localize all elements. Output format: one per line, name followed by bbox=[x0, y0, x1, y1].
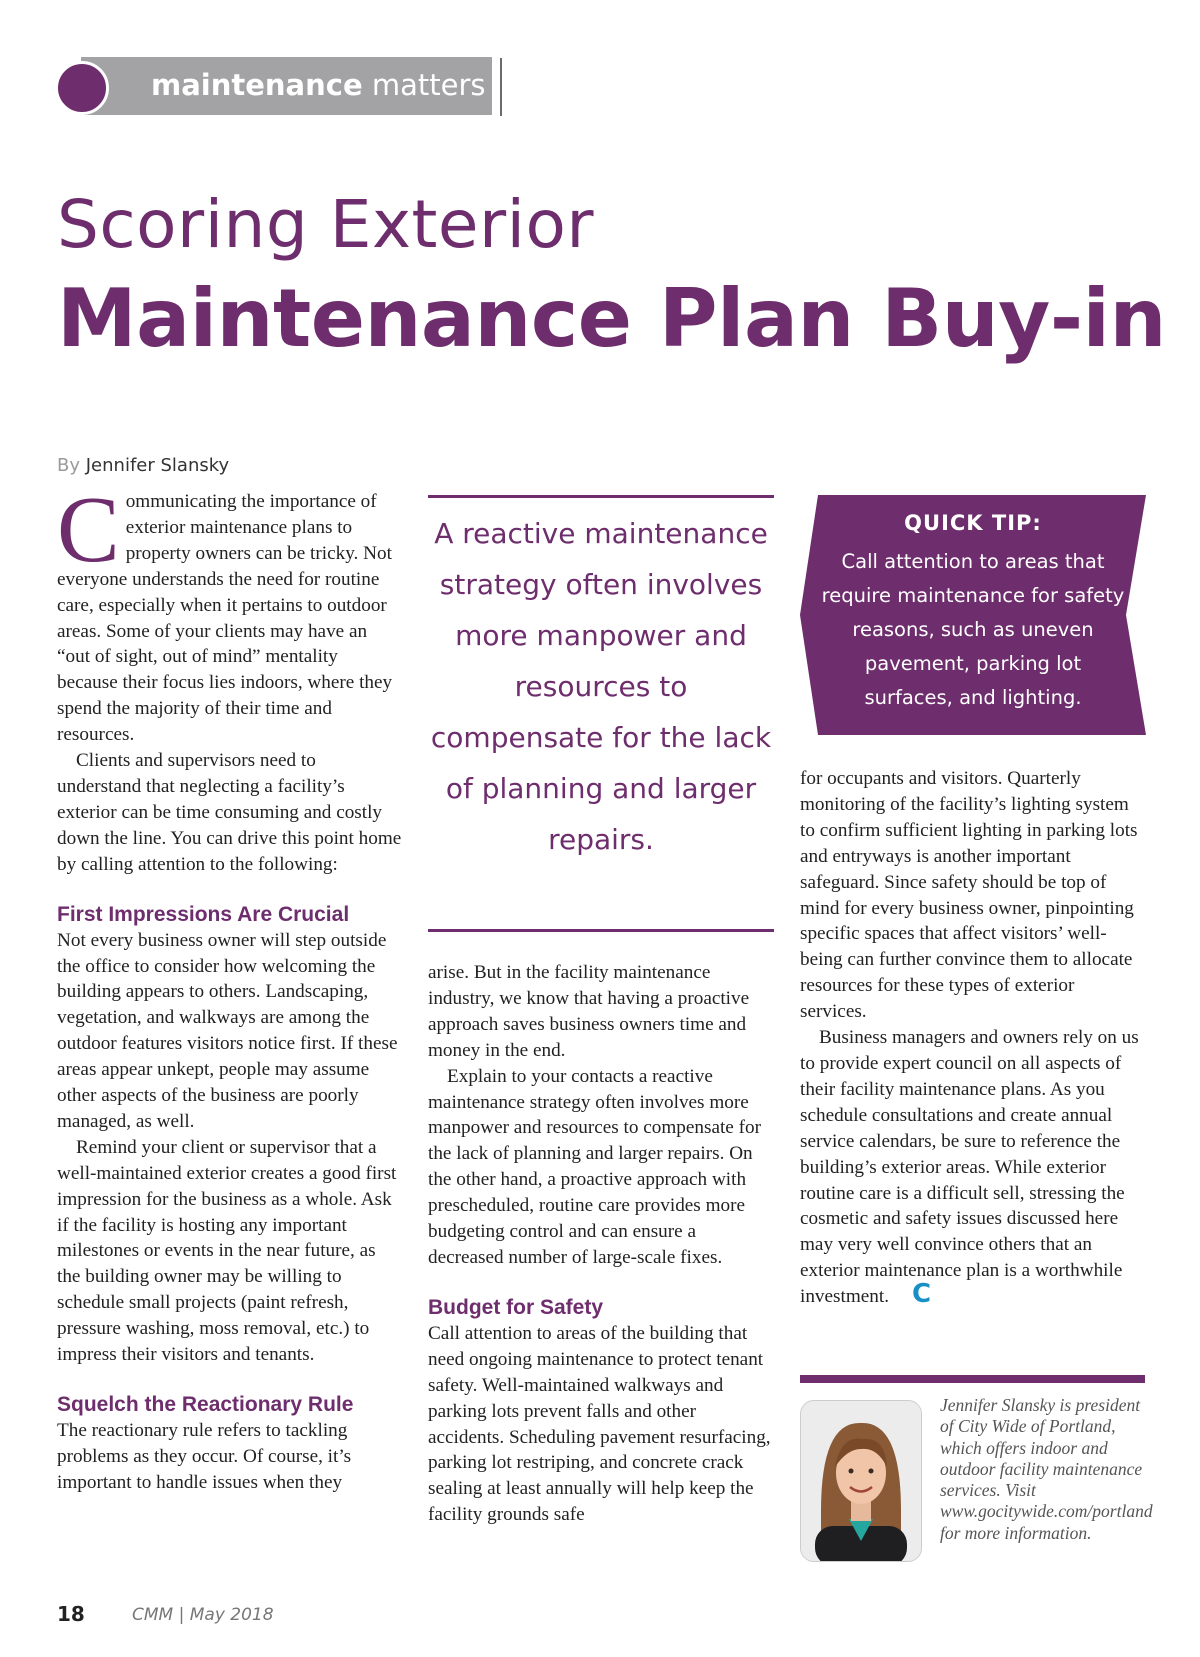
section-header-text bbox=[151, 68, 485, 102]
subheading-reactionary-rule: Squelch the Reactionary Rule bbox=[57, 1393, 354, 1416]
author-bio: Jennifer Slansky is president of City Wide of Portland, which offers indoor and outdoor facility maintenance services. Visit www.gocitywide.com/portland for more information. bbox=[940, 1395, 1153, 1543]
author-headshot-icon bbox=[800, 1400, 922, 1562]
paragraph: Explain to your contacts a reactive maintenance strategy often involves more manpower and resources to compensate for the lack of planning and larger repairs. On the other hand, a proactive approach with prescheduled, routine care provides more budgeting control and can ensure a decreased number of large-scale fixes. bbox=[428, 1065, 761, 1268]
paragraph: Not every business owner will step outside the office to consider how welcoming the building appears to others. Landscaping, vegetation, and walkways are among the outdoor features visitors notice first. If these areas appear unkept, people may assume other aspects of the business are poorly managed, as well. bbox=[57, 929, 398, 1132]
quick-tip-box bbox=[800, 495, 1146, 735]
subheading-first-impressions: First Impressions Are Crucial bbox=[57, 902, 350, 926]
paragraph-closing-text: Business managers and owners rely on us to provide expert council on all aspects of their facility maintenance plans. As you schedule consultations and create annual service calendars, be sure to reference the building’s exterior areas. While exterior routine care is a difficult sell, stressing the cosmetic and safety issues discussed here may very well convince others that an exterior maintenance plan is a worthwhile investment. bbox=[800, 1027, 1139, 1308]
paragraph: Clients and supervisors need to understand that neglecting a facility’s exterior can be time consuming and costly down the line. You can drive this point home by calling attention to the following: bbox=[57, 750, 402, 875]
paragraph-closing bbox=[800, 1025, 1145, 1310]
page-number: 18 bbox=[57, 1602, 85, 1626]
publication-footer: CMM | May 2018 bbox=[132, 1605, 274, 1625]
article-column-2 bbox=[428, 960, 774, 1528]
subheading-budget-safety: Budget for Safety bbox=[428, 1295, 604, 1319]
pull-quote: A reactive maintenance strategy often involves more manpower and resources to compensate for the lack of planning and larger repairs. bbox=[430, 517, 772, 856]
section-header-bold: maintenance bbox=[151, 68, 363, 102]
paragraph: Call attention to areas of the building that need ongoing maintenance to protect tenant safety. Well-maintained walkways and parking lots prevent falls and other accidents. Scheduling pavement resurfacing, parking lot restriping, and concrete crack sealing at least annually will help keep the facility grounds safe bbox=[428, 1322, 771, 1526]
paragraph-intro bbox=[57, 478, 402, 748]
quick-tip-body: Call attention to areas that require maintenance for safety reasons, such as uneven pavement, parking lot surfaces, and lighting. bbox=[821, 550, 1125, 709]
section-header-divider bbox=[500, 58, 502, 116]
title-line-1: Scoring Exterior bbox=[57, 186, 594, 263]
drop-cap: C bbox=[57, 478, 120, 582]
article-column-3 bbox=[800, 766, 1145, 1310]
article-column-1 bbox=[57, 478, 402, 1496]
byline bbox=[57, 455, 229, 476]
bio-divider bbox=[800, 1375, 1145, 1383]
section-header-band bbox=[55, 56, 495, 116]
paragraph: arise. But in the facility maintenance industry, we know that having a proactive approach saves business owners time and money in the end. bbox=[428, 962, 750, 1061]
section-bullet-icon bbox=[55, 61, 109, 115]
quick-tip-heading: QUICK TIP: bbox=[904, 511, 1042, 535]
paragraph-intro-text: ommunicating the importance of exterior maintenance plans to property owners can be tricky. Not everyone understands the need for routine care, especially when it pertains to outdoor areas. Some of your clients may have an “out of sight, out of mind” mentality because their focus lies indoors, where they spend the majority of their time and resources. bbox=[57, 491, 393, 746]
byline-prefix: By bbox=[57, 455, 81, 476]
paragraph: Remind your client or supervisor that a well-maintained exterior creates a good first impression for the business as a whole. Ask if the facility is hosting any important milestones or events in the near future, as the building owner may be willing to schedule small projects (paint refresh, pressure washing, moss removal, etc.) to impress their visitors and tenants. bbox=[57, 1136, 397, 1366]
section-header-light: matters bbox=[371, 68, 486, 102]
paragraph: for occupants and visitors. Quarterly monitoring of the facility’s lighting system to confirm sufficient lighting in parking lots and entryways is another important safeguard. Since safety should be top of mind for every business owner, pinpointing specific spaces that affect visitors’ well-being can further convince them to allocate resources for these types of exterior services. bbox=[800, 768, 1138, 1023]
pull-quote-rule-top bbox=[428, 495, 774, 498]
paragraph: The reactionary rule refers to tackling problems as they occur. Of course, it’s important to handle issues when they bbox=[57, 1420, 352, 1493]
title-line-2: Maintenance Plan Buy-in bbox=[57, 272, 1166, 365]
cmm-logo-mark-icon: C bbox=[912, 1279, 932, 1310]
byline-author: Jennifer Slansky bbox=[85, 455, 230, 476]
pull-quote-rule-bottom bbox=[428, 929, 774, 932]
